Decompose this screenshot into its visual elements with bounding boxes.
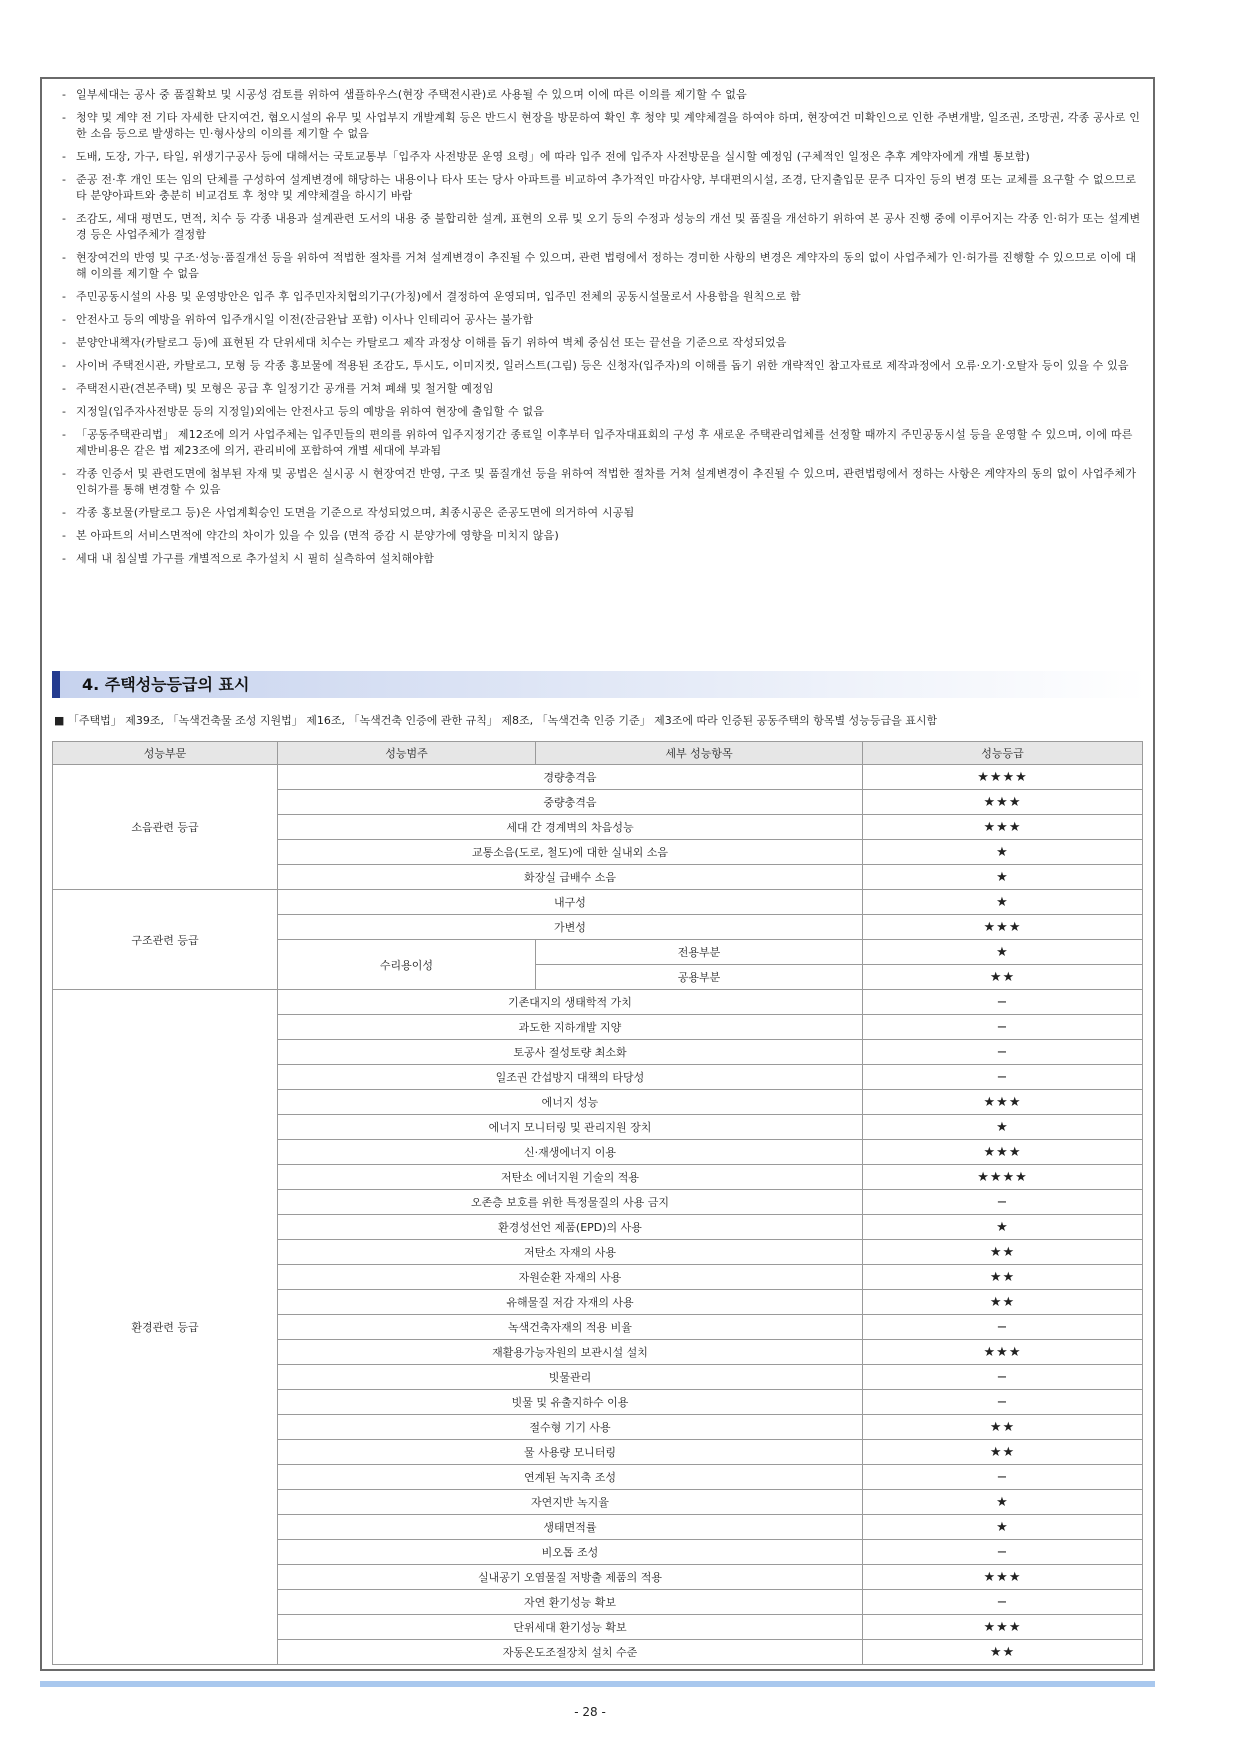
item-cell: 연계된 녹지축 조성 (278, 1465, 863, 1490)
grade-cell: ★★★ (863, 815, 1143, 840)
grade-cell: − (863, 1590, 1143, 1615)
notice-list (60, 87, 1142, 574)
item-cell: 오존층 보호를 위한 특정물질의 사용 금지 (278, 1190, 863, 1215)
legal-note: ■ 「주택법」 제39조, 「녹색건축물 조성 지원법」 제16조, 「녹색건축 인증에 관한 규칙」 제8조, 「녹색건축 인증 기준」 제3조에 따라 인증된 공동주택의 항목별 성능등급을 표시함 (54, 714, 938, 727)
item-cell: 신·재생에너지 이용 (278, 1140, 863, 1165)
item-cell: 저탄소 자재의 사용 (278, 1240, 863, 1265)
list-item: - 지정일(입주자사전방문 등의 지정일)외에는 안전사고 등의 예방을 위하여 현장에 출입할 수 없음 (60, 404, 1142, 420)
section-title: 4. 주택성능등급의 표시 (82, 675, 250, 694)
item-cell: 실내공기 오염물질 저방출 제품의 적용 (278, 1565, 863, 1590)
item-cell: 중량충격음 (278, 790, 863, 815)
grade-cell: − (863, 1190, 1143, 1215)
item-cell: 세대 간 경계벽의 차음성능 (278, 815, 863, 840)
grade-cell: ★★ (863, 1415, 1143, 1440)
item-cell: 일조권 간섭방지 대책의 타당성 (278, 1065, 863, 1090)
item-cell: 전용부분 (536, 940, 863, 965)
table-row (53, 890, 1143, 915)
section-accent-bar (52, 671, 60, 698)
scope-repair: 수리용이성 (278, 940, 536, 990)
list-item: - 사이버 주택전시관, 카탈로그, 모형 등 각종 홍보물에 적용된 조감도, 투시도, 이미지컷, 일러스트(그림) 등은 신청자(입주자)의 이해를 돕기 위한 개략적인 참고자료로 제작과정에서 오류·오기·오탈자 등이 있을 수 있음 (60, 358, 1142, 374)
list-item: - 조감도, 세대 평면도, 면적, 치수 등 각종 내용과 설계관련 도서의 내용 중 불합리한 설계, 표현의 오류 및 오기 등의 수정과 성능의 개선 및 품질을 개선하기 위하여 본 공사 진행 중에 이루어지는 각종 인·허가 또는 설계변경 등은 사업주체가 결정함 (60, 211, 1142, 243)
list-item: - 분양안내책자(카탈로그 등)에 표현된 각 단위세대 치수는 카탈로그 제작 과정상 이해를 돕기 위하여 벽체 중심선 또는 끝선을 기준으로 작성되었음 (60, 335, 1142, 351)
grade-cell: ★ (863, 1215, 1143, 1240)
list-item: - 안전사고 등의 예방을 위하여 입주개시일 이전(잔금완납 포함) 이사나 인테리어 공사는 불가함 (60, 312, 1142, 328)
content-frame (40, 77, 1155, 1671)
grade-cell: ★ (863, 890, 1143, 915)
grade-cell: ★ (863, 840, 1143, 865)
item-cell: 자연지반 녹지율 (278, 1490, 863, 1515)
item-cell: 녹색건축자재의 적용 비율 (278, 1315, 863, 1340)
grade-cell: ★★★ (863, 1565, 1143, 1590)
grade-cell: ★★ (863, 1640, 1143, 1665)
grade-cell: ★★★ (863, 1090, 1143, 1115)
group-noise: 소음관련 등급 (53, 765, 278, 890)
grade-cell: ★★ (863, 1290, 1143, 1315)
list-item: - 각종 홍보물(카탈로그 등)은 사업계획승인 도면을 기준으로 작성되었으며, 최종시공은 준공도면에 의거하여 시공됨 (60, 505, 1142, 521)
group-structure: 구조관련 등급 (53, 890, 278, 990)
grade-cell: − (863, 1015, 1143, 1040)
item-cell: 비오톱 조성 (278, 1540, 863, 1565)
list-item: - 준공 전·후 개인 또는 임의 단체를 구성하여 설계변경에 해당하는 내용이나 타사 또는 당사 아파트를 비교하여 추가적인 마감사양, 부대편의시설, 조경, 단지출입문 문주 디자인 등의 변경 또는 교체를 요구할 수 없으므로 타 분양아파트와 충분히 비교검토 후 청약 및 계약체결을 하시기 바람 (60, 172, 1142, 204)
grade-cell: − (863, 990, 1143, 1015)
grade-cell: ★★★ (863, 915, 1143, 940)
list-item: - 본 아파트의 서비스면적에 약간의 차이가 있을 수 있음 (면적 증감 시 분양가에 영향을 미치지 않음) (60, 528, 1142, 544)
list-item: - 주택전시관(견본주택) 및 모형은 공급 후 일정기간 공개를 거쳐 폐쇄 및 철거할 예정임 (60, 381, 1142, 397)
grade-cell: ★ (863, 940, 1143, 965)
group-environment: 환경관련 등급 (53, 990, 278, 1665)
grade-cell: ★★ (863, 1265, 1143, 1290)
list-item: - 「공동주택관리법」 제12조에 의거 사업주체는 입주민들의 편의를 위하여 입주지정기간 종료일 이후부터 입주자대표회의 구성 후 새로운 주택관리업체를 선정할 때까지 주민공동시설 등을 운영할 수 있으며, 이에 따른 제반비용은 같은 법 제23조에 의거, 관리비에 포함하여 개별 세대에 부과됨 (60, 427, 1142, 459)
section-header (52, 671, 1147, 698)
header-scope: 성능범주 (278, 742, 536, 765)
item-cell: 공용부분 (536, 965, 863, 990)
grade-cell: ★ (863, 1115, 1143, 1140)
item-cell: 토공사 절성토량 최소화 (278, 1040, 863, 1065)
item-cell: 기존대지의 생태학적 가치 (278, 990, 863, 1015)
item-cell: 빗물관리 (278, 1365, 863, 1390)
item-cell: 절수형 기기 사용 (278, 1415, 863, 1440)
grade-cell: ★★★★ (863, 765, 1143, 790)
grade-cell: − (863, 1040, 1143, 1065)
list-item: - 주민공동시설의 사용 및 운영방안은 입주 후 입주민자치협의기구(가칭)에서 결정하여 운영되며, 입주민 전체의 공동시설물로서 사용함을 원칙으로 함 (60, 289, 1142, 305)
grade-cell: − (863, 1465, 1143, 1490)
list-item: - 일부세대는 공사 중 품질확보 및 시공성 검토를 위하여 샘플하우스(현장 주택전시관)로 사용될 수 있으며 이에 따른 이의를 제기할 수 없음 (60, 87, 1142, 103)
grade-cell: ★★★ (863, 790, 1143, 815)
grade-cell: ★★★ (863, 1340, 1143, 1365)
grade-cell: − (863, 1065, 1143, 1090)
header-category: 성능부문 (53, 742, 278, 765)
item-cell: 화장실 급배수 소음 (278, 865, 863, 890)
page-number: - 28 - (574, 1705, 606, 1719)
performance-grade-table (52, 741, 1143, 1665)
header-grade: 성능등급 (863, 742, 1143, 765)
item-cell: 과도한 지하개발 지양 (278, 1015, 863, 1040)
grade-cell: − (863, 1390, 1143, 1415)
grade-cell: − (863, 1540, 1143, 1565)
table-row (53, 990, 1143, 1015)
item-cell: 에너지 성능 (278, 1090, 863, 1115)
grade-cell: ★★★ (863, 1615, 1143, 1640)
item-cell: 단위세대 환기성능 확보 (278, 1615, 863, 1640)
list-item: - 각종 인증서 및 관련도면에 첨부된 자재 및 공법은 실시공 시 현장여건 반영, 구조 및 품질개선 등을 위하여 적법한 절차를 거쳐 설계변경이 추진될 수 있으며, 관련법령에서 정하는 사항은 계약자의 동의 없이 사업주체가 인허가를 통해 변경할 수 있음 (60, 466, 1142, 498)
list-item: - 청약 및 계약 전 기타 자세한 단지여건, 혐오시설의 유무 및 사업부지 개발계획 등은 반드시 현장을 방문하여 확인 후 청약 및 계약체결을 하여야 하며, 현장여건 미확인으로 인한 주변개발, 일조권, 조망권, 각종 공사로 인한 소음 등으로 발생하는 민·형사상의 이의를 제기할 수 없음 (60, 110, 1142, 142)
grade-cell: ★★ (863, 965, 1143, 990)
item-cell: 빗물 및 유출지하수 이용 (278, 1390, 863, 1415)
grade-cell: ★ (863, 865, 1143, 890)
table-row (53, 765, 1143, 790)
item-cell: 자연 환기성능 확보 (278, 1590, 863, 1615)
list-item: - 현장여건의 반영 및 구조·성능·품질개선 등을 위하여 적법한 절차를 거쳐 설계변경이 추진될 수 있으며, 관련 법령에서 정하는 경미한 사항의 변경은 계약자의 동의 없이 사업주체가 인·허가를 진행할 수 있으므로 이에 대해 이의를 제기할 수 없음 (60, 250, 1142, 282)
item-cell: 가변성 (278, 915, 863, 940)
grade-cell: − (863, 1315, 1143, 1340)
item-cell: 에너지 모니터링 및 관리지원 장치 (278, 1115, 863, 1140)
list-item: - 도배, 도장, 가구, 타일, 위생기구공사 등에 대해서는 국토교통부「입주자 사전방문 운영 요령」에 따라 입주 전에 입주자 사전방문을 실시할 예정임 (구체적인 일정은 추후 계약자에게 개별 통보함) (60, 149, 1142, 165)
grade-cell: − (863, 1365, 1143, 1390)
item-cell: 유해물질 저감 자재의 사용 (278, 1290, 863, 1315)
list-item: - 세대 내 침실별 가구를 개별적으로 추가설치 시 필히 실측하여 설치해야함 (60, 551, 1142, 567)
item-cell: 자동온도조절장치 설치 수준 (278, 1640, 863, 1665)
item-cell: 저탄소 에너지원 기술의 적용 (278, 1165, 863, 1190)
grade-cell: ★★★ (863, 1140, 1143, 1165)
item-cell: 환경성선언 제품(EPD)의 사용 (278, 1215, 863, 1240)
item-cell: 자원순환 자재의 사용 (278, 1265, 863, 1290)
grade-cell: ★ (863, 1515, 1143, 1540)
item-cell: 물 사용량 모니터링 (278, 1440, 863, 1465)
grade-cell: ★ (863, 1490, 1143, 1515)
header-item: 세부 성능항목 (536, 742, 863, 765)
grade-cell: ★★★★ (863, 1165, 1143, 1190)
grade-cell: ★★ (863, 1240, 1143, 1265)
footer-bar (40, 1681, 1155, 1687)
item-cell: 내구성 (278, 890, 863, 915)
item-cell: 생태면적률 (278, 1515, 863, 1540)
item-cell: 교통소음(도로, 철도)에 대한 실내외 소음 (278, 840, 863, 865)
grade-cell: ★★ (863, 1440, 1143, 1465)
item-cell: 경량충격음 (278, 765, 863, 790)
item-cell: 재활용가능자원의 보관시설 설치 (278, 1340, 863, 1365)
table-header-row (53, 742, 1143, 765)
